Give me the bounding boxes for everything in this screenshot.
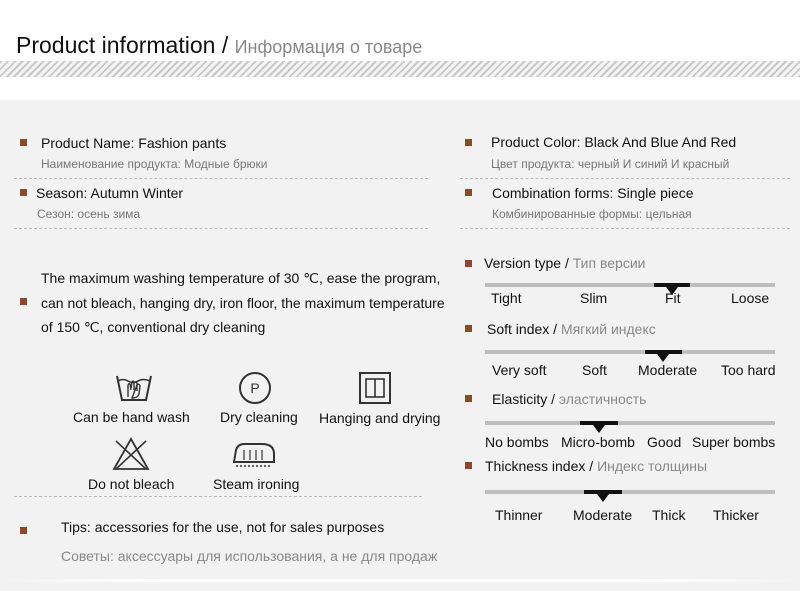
steam-iron-label: Steam ironing bbox=[213, 476, 300, 492]
dry-cleaning-icon bbox=[238, 371, 272, 405]
product-color-en: Product Color: Black And Blue And Red bbox=[491, 134, 737, 150]
bullet-icon bbox=[20, 527, 27, 534]
dry-cleaning-letter: P bbox=[250, 380, 260, 396]
title-en: Product information bbox=[16, 32, 216, 58]
version-type-ru: Тип версии bbox=[572, 255, 646, 271]
header-stripe bbox=[0, 61, 800, 77]
dry-cleaning-label: Dry cleaning bbox=[220, 409, 298, 425]
header bbox=[0, 0, 800, 100]
combination-en: Combination forms: Single piece bbox=[492, 185, 694, 201]
steam-iron-icon bbox=[232, 440, 276, 468]
thickness-index-pointer bbox=[597, 494, 609, 502]
thickness-index-ru: Индекс толщины bbox=[597, 458, 708, 474]
thickness-option-thinner: Thinner bbox=[495, 507, 543, 523]
bullet-icon bbox=[465, 325, 472, 332]
soft-index-ru: Мягкий индекс bbox=[560, 321, 656, 337]
season-en: Season: Autumn Winter bbox=[36, 185, 184, 201]
elasticity-bar bbox=[485, 421, 775, 425]
product-name-ru: Наименование продукта: Модные брюки bbox=[41, 157, 268, 171]
version-type-en: Version type bbox=[484, 255, 562, 271]
version-option-loose: Loose bbox=[731, 290, 770, 306]
no-bleach-label: Do not bleach bbox=[88, 476, 175, 492]
thickness-index-title bbox=[485, 458, 707, 474]
product-name-en: Product Name: Fashion pants bbox=[41, 135, 227, 151]
version-type-title bbox=[484, 255, 645, 271]
divider bbox=[460, 228, 790, 229]
washing-instructions: The maximum washing temperature of 30 ℃, ease the program, can not bleach, hanging dry, iron floor, the maximum temperature of 150 ℃, conventional dry cleaning bbox=[41, 270, 445, 335]
soft-option-moderate: Moderate bbox=[638, 362, 698, 378]
elasticity-en: Elasticity bbox=[492, 391, 548, 407]
thickness-option-thicker: Thicker bbox=[713, 507, 759, 523]
title-separator: / bbox=[549, 321, 561, 337]
thickness-index-en: Thickness index bbox=[485, 458, 586, 474]
divider bbox=[14, 228, 428, 229]
hanging-dry-icon bbox=[358, 371, 392, 405]
elasticity-title bbox=[492, 391, 646, 407]
soft-index-en: Soft index bbox=[487, 321, 550, 337]
version-option-tight: Tight bbox=[491, 290, 522, 306]
season-ru: Сезон: осень зима bbox=[37, 207, 141, 221]
no-bleach-icon bbox=[112, 437, 150, 471]
elasticity-ru: эластичность bbox=[558, 391, 647, 407]
title-separator: / bbox=[561, 255, 573, 271]
bullet-icon bbox=[20, 298, 27, 305]
title-separator: / bbox=[585, 458, 598, 474]
soft-index-bar bbox=[485, 350, 775, 354]
title-ru: Информация о товаре bbox=[234, 37, 423, 57]
bullet-icon bbox=[465, 395, 472, 402]
tips-en: Tips: accessories for the use, not for sales purposes bbox=[61, 519, 385, 535]
bullet-icon bbox=[465, 189, 472, 196]
page-title bbox=[16, 32, 422, 59]
soft-index-title bbox=[487, 321, 656, 337]
version-type-bar bbox=[485, 283, 775, 287]
title-separator: / bbox=[547, 391, 559, 407]
bullet-icon bbox=[465, 462, 472, 469]
divider bbox=[460, 178, 790, 179]
hand-wash-label: Can be hand wash bbox=[73, 409, 190, 425]
bullet-icon bbox=[20, 189, 27, 196]
soft-option-too-hard: Too hard bbox=[721, 362, 776, 378]
soft-option-very-soft: Very soft bbox=[492, 362, 547, 378]
soft-option-soft: Soft bbox=[582, 362, 607, 378]
title-separator: / bbox=[221, 32, 229, 58]
bullet-icon bbox=[20, 139, 27, 146]
elasticity-option-super-bombs: Super bombs bbox=[692, 434, 776, 450]
elasticity-option-good: Good bbox=[647, 434, 682, 450]
tips-ru: Советы: аксессуары для использования, а не для продаж bbox=[61, 548, 438, 564]
divider bbox=[14, 178, 428, 179]
elasticity-option-micro-bomb: Micro-bomb bbox=[561, 434, 635, 450]
bullet-icon bbox=[465, 260, 472, 267]
divider bbox=[14, 496, 422, 497]
thickness-option-thick: Thick bbox=[652, 507, 686, 523]
footer-line bbox=[0, 579, 800, 582]
product-color-ru: Цвет продукта: черный И синий И красный bbox=[491, 157, 730, 171]
bullet-icon bbox=[465, 139, 472, 146]
elasticity-pointer bbox=[593, 425, 605, 433]
elasticity-option-no-bombs: No bombs bbox=[485, 434, 549, 450]
thickness-index-bar bbox=[485, 490, 775, 494]
hanging-dry-label: Hanging and drying bbox=[319, 410, 441, 426]
version-option-fit: Fit bbox=[665, 290, 681, 306]
version-option-slim: Slim bbox=[580, 290, 608, 306]
thickness-option-moderate: Moderate bbox=[573, 507, 633, 523]
combination-ru: Комбинированные формы: цельная bbox=[492, 207, 692, 221]
hand-wash-icon bbox=[114, 370, 154, 402]
soft-index-pointer bbox=[657, 354, 669, 362]
